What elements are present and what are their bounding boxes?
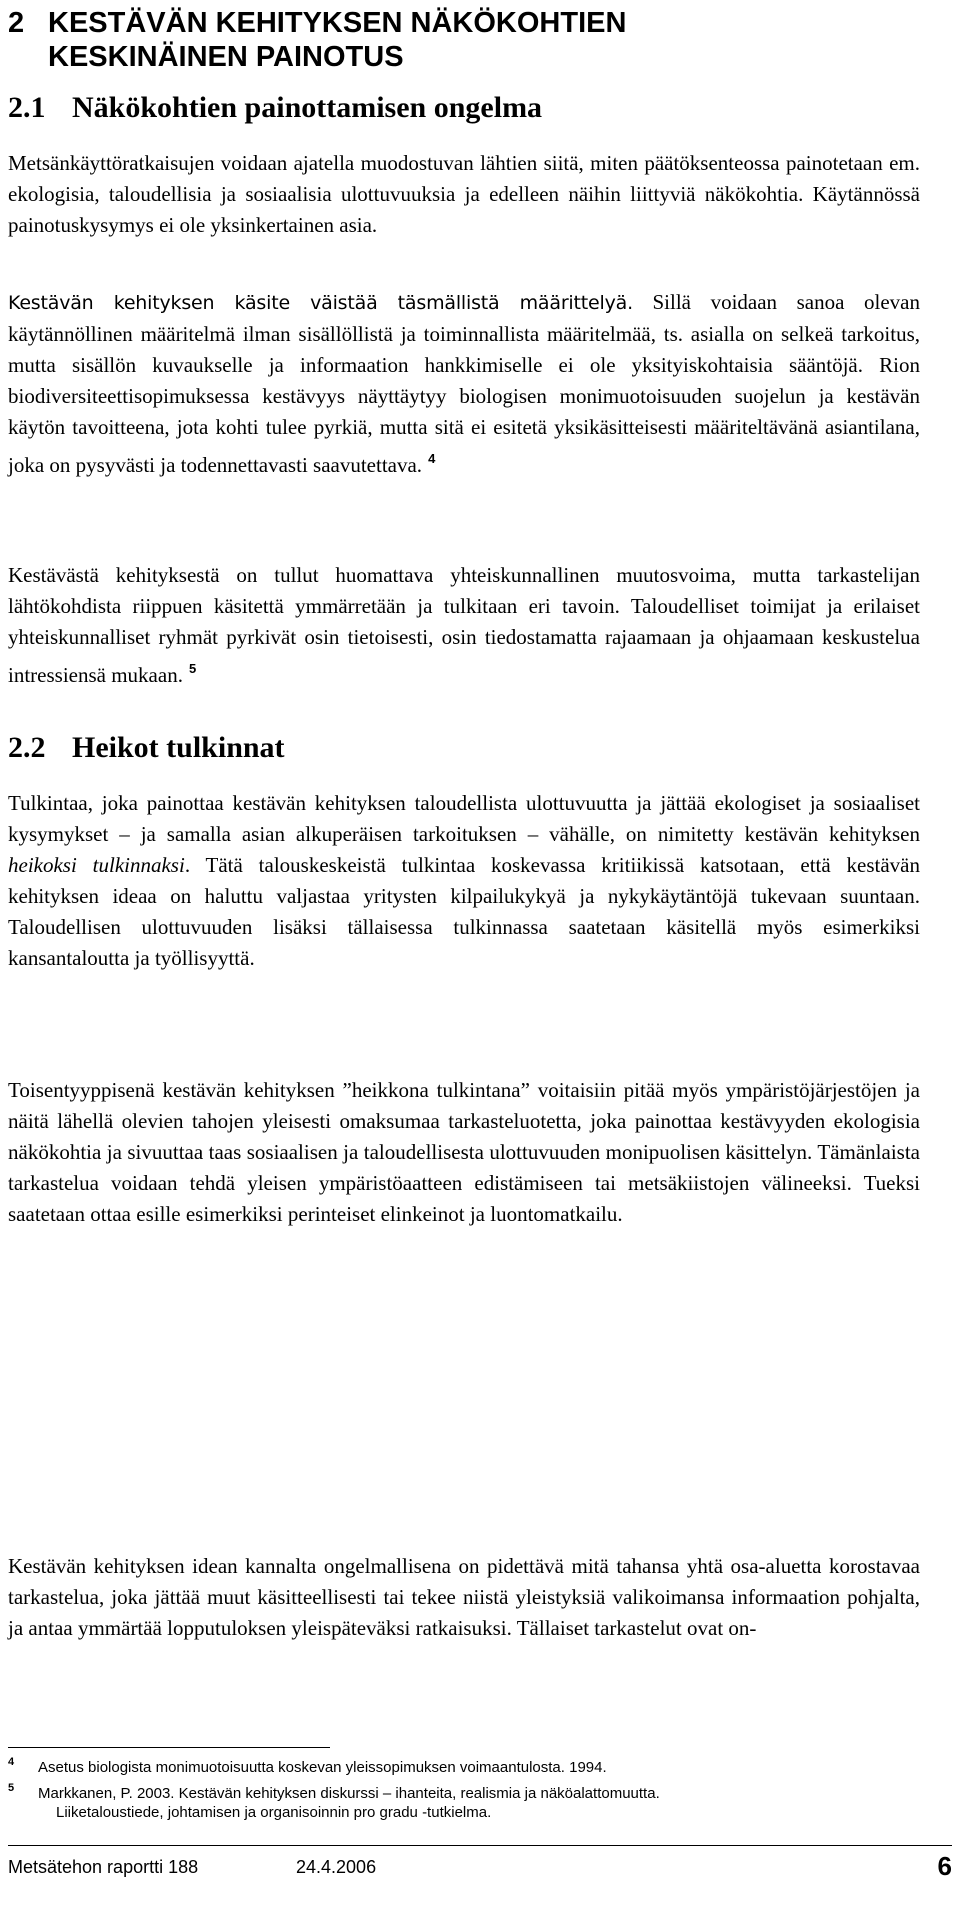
chapter-title-line1: KESTÄVÄN KEHITYKSEN NÄKÖKOHTIEN xyxy=(48,7,627,39)
paragraph-2-2-3: Kestävän kehityksen idean kannalta ongelmallisena on pidettävä mitä tahansa yhtä osa-aluetta korostavaa tarkastelua, joka jättää muut käsitteellisesti tai tekee niistä yleistyksiä valikoimansa informaation pohjalta, ja antaa ymmärtää lopputuloksen yleispäteväksi ratkaisuksi. Tällaiset tarkastelut ovat on- xyxy=(8,1554,920,1640)
section-heading-2-1 xyxy=(8,90,542,126)
paragraph-body-cont: . Tätä talouskeskeistä tulkintaa koskevassa kritiikissä katsotaan, että kestävän kehityksen ideaa on haluttu valjastaa yritysten kilpailukykyä ja nykykäytäntöjä tukevaan suuntaan. Taloudellisen ulottuvuuden lisäksi tällaisessa tulkinnassa saatetaan käsitellä myös esimerkiksi kansantaloutta ja työllisyyttä. xyxy=(8,853,920,970)
section-number: 2.1 xyxy=(8,91,46,124)
section-title: Heikot tulkinnat xyxy=(72,731,285,764)
section-number: 2.2 xyxy=(8,731,46,764)
chapter-heading xyxy=(8,6,908,74)
footnote-5 xyxy=(8,1784,928,1822)
page-number: 6 xyxy=(937,1851,952,1881)
footnote-text: Markkanen, P. 2003. Kestävän kehityksen diskurssi – ihanteita, realismia ja näköalattomuutta. xyxy=(38,1785,660,1802)
footnote-reference: 5 xyxy=(188,661,197,676)
paragraph-body: Tulkintaa, joka painottaa kestävän kehityksen taloudellista ulottuvuutta ja jättää ekologiset ja sosiaaliset kysymykset – ja samalla asian alkuperäisen tarkoituksen – vähälle, on nimitetty kestävän kehityksen xyxy=(8,791,920,846)
footer-publication: Metsätehon raportti 188 xyxy=(8,1857,199,1877)
paragraph-lead-sentence: Kestävän kehityksen käsite väistää täsmällistä määrittelyä. xyxy=(8,292,633,314)
emphasized-term: heikoksi tulkinnaksi xyxy=(8,853,185,877)
paragraph-2-1-1: Metsänkäyttöratkaisujen voidaan ajatella muodostuvan lähtien siitä, miten päätöksenteossa painotetaan em. ekologisia, taloudellisia ja sosiaalisia ulottuvuuksia ja edelleen näihin liittyviä näkökohtia. Käytännössä painotuskysymys ei ole yksinkertainen asia. xyxy=(8,151,920,237)
footnote-reference: 4 xyxy=(428,451,436,466)
paragraph-body: Sillä voidaan sanoa olevan käytännöllinen määritelmä ilman sisällöllistä ja toiminnallista määritelmää, ts. asialla on selkeä tarkoitus, mutta sisällön kuvaukselle ja informaation hankkimiselle ei ole yksityiskohtaisia sääntöjä. Rion biodiversiteettisopimuksessa kestävyys näyttäytyy biologisen monimuotoisuuden suojelun ja kestävän käytön tavoitteena, jota kohti tulee pyrkiä, mutta sitä ei esitetä yksikäsitteisesti määriteltävänä asiantilana, joka on pysyvästi ja todennettavasti saavutettava. xyxy=(8,290,920,477)
paragraph-body: Kestävästä kehityksestä on tullut huomattava yhteiskunnallinen muutosvoima, mutta tarkastelijan lähtökohdista riippuen käsitettä ymmärretään ja tulkitaan eri tavoin. Taloudelliset toimijat ja erilaiset yhteiskunnalliset ryhmät pyrkivät osin tietoisesti, osin tiedostamatta rajaamaan ja ohjaamaan keskustelua intressiensä mukaan. xyxy=(8,563,920,687)
footnote-text-cont: Liiketaloustiede, johtamisen ja organisoinnin pro gradu -tutkielma. xyxy=(56,1804,492,1821)
footnote-4 xyxy=(8,1758,928,1777)
footnote-separator xyxy=(8,1747,330,1748)
paragraph-2-2-1 xyxy=(8,788,920,974)
chapter-title-line2: KESKINÄINEN PAINOTUS xyxy=(48,41,404,73)
paragraph-2-1-2 xyxy=(8,287,920,481)
footer-date: 24.4.2006 xyxy=(296,1857,377,1877)
section-heading-2-2 xyxy=(8,730,285,766)
paragraph-2-1-3 xyxy=(8,560,920,691)
footer-rule xyxy=(8,1845,952,1846)
footnote-mark: 5 xyxy=(8,1782,15,1794)
footnote-mark: 4 xyxy=(8,1756,15,1768)
section-title: Näkökohtien painottamisen ongelma xyxy=(72,91,543,124)
chapter-number: 2 xyxy=(8,7,25,39)
footnote-text: Asetus biologista monimuotoisuutta koskevan yleissopimuksen voimaantulosta. 1994. xyxy=(38,1759,607,1776)
paragraph-2-2-2: Toisentyyppisenä kestävän kehityksen ”heikkona tulkintana” voitaisiin pitää myös ympäristöjärjestöjen ja näitä lähellä olevien tahojen yleisesti omaksumaa tarkasteluotetta, joka painottaa kestävyyden ekologisia näkökohtia ja sivuuttaa taas sosiaalisen ja taloudellisesta ulottuvuuden monipuolisen käsittelyn. Tämänlaista tarkastelua voidaan tehdä yleisen ympäristöaatteen edistämiseen tai metsäkiistojen välineeksi. Tueksi saatetaan ottaa esille esimerkiksi perinteiset elinkeinot ja luontomatkailu. xyxy=(8,1078,920,1226)
